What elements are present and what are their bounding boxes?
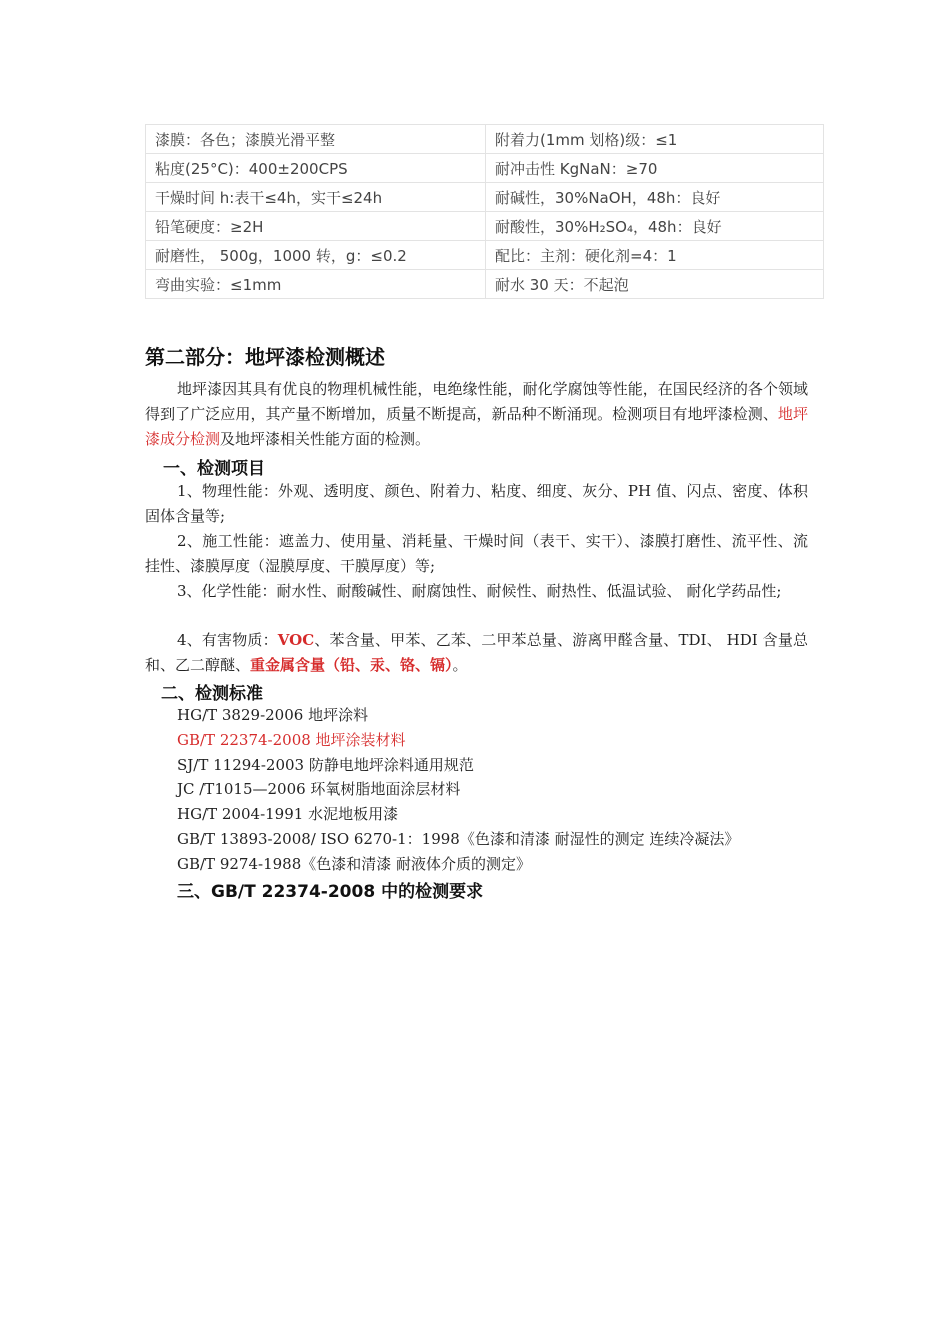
item-harmful-prefix: 4、有害物质：	[177, 631, 278, 649]
table-row	[146, 212, 824, 241]
table-cell: 附着力(1mm 划格)级：≤1	[486, 125, 824, 154]
table-cell: 配比：主剂：硬化剂=4：1	[486, 241, 824, 270]
table-cell: 耐酸性，30%H₂SO₄，48h：良好	[486, 212, 824, 241]
item-harmful-voc: VOC	[277, 631, 315, 649]
properties-table-body	[146, 125, 824, 299]
table-cell: 弯曲实验：≤1mm	[146, 270, 486, 299]
standard-item-link[interactable]: GB/T 22374-2008 地坪涂装材料	[177, 730, 406, 749]
intro-text-before-link: 地坪漆因其具有优良的物理机械性能，电绝缘性能，耐化学腐蚀等性能，在国民经济的各个领域得到了广泛应用，其产量不断增加，质量不断提高，新品种不断涌现。检测项目有地坪漆检测、	[145, 380, 808, 423]
intro-text-after-link: 及地坪漆相关性能方面的检测。	[220, 430, 431, 448]
item-harmful-heavy-metals: 重金属含量（铅、汞、铬、镉）	[250, 656, 453, 674]
table-cell: 干燥时间 h:表干≤4h，实干≤24h	[146, 183, 486, 212]
standards-heading: 二、检测标准	[161, 684, 263, 704]
standard-item: HG/T 2004-1991 水泥地板用漆	[177, 805, 399, 824]
item-physical-text: 1、物理性能：外观、透明度、颜色、附着力、粘度、细度、灰分、PH 值、闪点、密度、体积固体含量等;	[145, 482, 808, 525]
standard-item: SJ/T 11294-2003 防静电地坪涂料通用规范	[177, 755, 474, 774]
properties-table	[145, 124, 824, 299]
intro-link-composition-testing[interactable]: 地坪漆成分检测	[145, 405, 808, 448]
table-cell: 漆膜：各色；漆膜光滑平整	[146, 125, 486, 154]
table-cell: 耐冲击性 KgNaN：≥70	[486, 154, 824, 183]
table-cell: 铅笔硬度：≥2H	[146, 212, 486, 241]
requirements-heading: 三、GB/T 22374-2008 中的检测要求	[177, 882, 484, 902]
table-row	[146, 154, 824, 183]
table-cell: 耐磨性， 500g，1000 转，g：≤0.2	[146, 241, 486, 270]
table-row	[146, 270, 824, 299]
item-harmful-middle: 、苯含量、甲苯、乙苯、二甲苯总量、游离甲醛含量、TDI、 HDI 含量总和、乙二醇醚、	[145, 631, 808, 674]
item-chemical	[145, 579, 808, 604]
table-cell: 耐水 30 天：不起泡	[486, 270, 824, 299]
item-harmful-end: 。	[452, 656, 468, 674]
table-row	[146, 125, 824, 154]
standards-list	[177, 703, 817, 877]
item-chemical-text: 3、化学性能：耐水性、耐酸碱性、耐腐蚀性、耐候性、耐热性、低温试验、 耐化学药品性;	[177, 582, 782, 600]
table-row	[146, 241, 824, 270]
item-construction	[145, 529, 808, 579]
items-heading: 一、检测项目	[163, 459, 265, 479]
item-construction-text: 2、施工性能：遮盖力、使用量、消耗量、干燥时间（表干、实干）、漆膜打磨性、流平性、流挂性、漆膜厚度（湿膜厚度、干膜厚度）等;	[145, 532, 808, 575]
table-row	[146, 183, 824, 212]
item-harmful	[145, 628, 808, 678]
standard-item: GB/T 9274-1988《色漆和清漆 耐液体介质的测定》	[177, 854, 532, 873]
standard-item: JC /T1015—2006 环氧树脂地面涂层材料	[177, 780, 461, 799]
section-title: 第二部分：地坪漆检测概述	[145, 345, 385, 369]
item-physical	[145, 479, 808, 529]
standard-item: HG/T 3829-2006 地坪涂料	[177, 706, 369, 724]
intro-paragraph	[145, 377, 808, 452]
table-cell: 耐碱性，30%NaOH，48h：良好	[486, 183, 824, 212]
standard-item: GB/T 13893-2008/ ISO 6270-1：1998《色漆和清漆 耐湿性的测定 连续冷凝法》	[177, 829, 740, 848]
table-cell: 粘度(25°C)：400±200CPS	[146, 154, 486, 183]
